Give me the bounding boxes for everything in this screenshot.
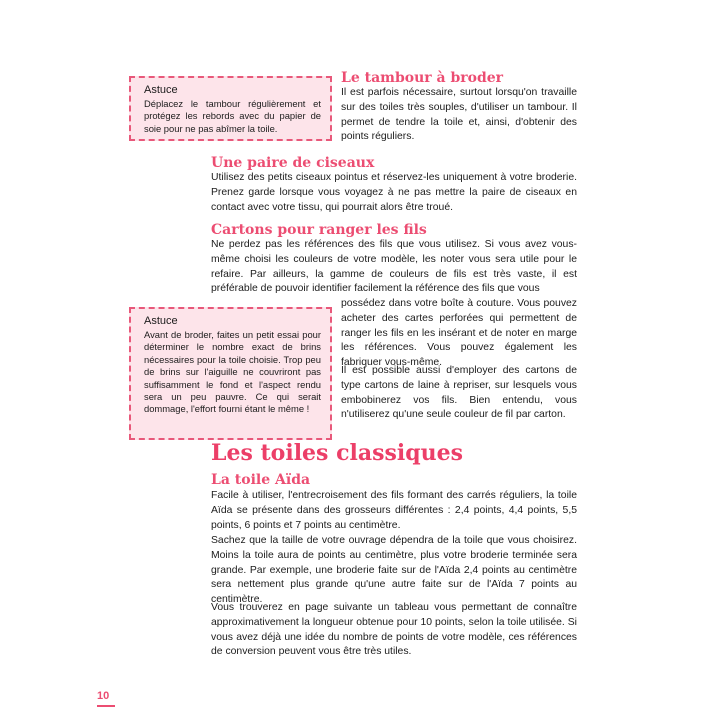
paragraph-cartons-right: possédez dans votre boîte à couture. Vous pouvez acheter des cartes perforées qui permettent de ranger les fils en les insérant et de noter en marge les références. Vous pouvez également les fabriquer vous-même. <box>341 298 577 369</box>
tip-title: Astuce <box>144 84 178 96</box>
paragraph-aida-1: Facile à utiliser, l'entrecroisement des fils formant des carrés réguliers, la toile Aïda se présente dans des grosseurs différentes : 2,4 points, 4,4 points, 5,5 points, 6 points et 7 points au centimètre. <box>211 490 577 531</box>
tip-title: Astuce <box>144 315 178 327</box>
paragraph-ciseaux: Utilisez des petits ciseaux pointus et réservez-les uniquement à votre broderie. Prenez garde lorsque vous voyagez à ne pas mettre la paire de ciseaux en contact avec votre tissu, qui pourrait alors être troué. <box>211 172 577 213</box>
paragraph-tambour: Il est parfois nécessaire, surtout lorsqu'on travaille sur des toiles très souples, d'utiliser un tambour. Il permet de tendre la toile et, ainsi, d'obtenir des points réguliers. <box>341 87 577 143</box>
tip-box-brins <box>129 307 332 440</box>
page-number-underline <box>97 705 115 707</box>
paragraph-aida-2: Sachez que la taille de votre ouvrage dépendra de la toile que vous choisirez. Moins la toile aura de points au centimètre, plus votre broderie terminée sera grande. Par exemple, une broderie faite sur de l'Aïda 2,4 points au centimètre sera nettement plus grande qu'une autre faite sur de l'Aïda 7 points au centimètre. <box>211 535 577 606</box>
section-heading-ciseaux: Une paire de ciseaux <box>211 155 375 171</box>
tip-text: Déplacez le tambour régulièrement et protégez les rebords avec du papier de soie pour ne pas abîmer la toile. <box>144 98 321 134</box>
page-number-text: 10 <box>97 690 110 702</box>
section-heading-cartons: Cartons pour ranger les fils <box>211 222 427 238</box>
paragraph-aida-3: Vous trouverez en page suivante un tableau vous permettant de connaître approximativement la longueur obtenue pour 10 points, selon la toile utilisée. Si vous avez déjà une idée du nombre de points de votre modèle, ces références de conversion peuvent vous être très utiles. <box>211 602 577 658</box>
tip-text: Avant de broder, faites un petit essai pour déterminer le nombre exact de brins nécessaires pour la toile choisie. Trop peu de brins sur l'aiguille ne couvriront pas suffisamment le fond et l'aspect rendu sera un peu pauvre. Ce qui serait dommage, l'effort fourni étant le même ! <box>144 329 321 415</box>
page-number <box>97 690 115 707</box>
section-heading-tambour: Le tambour à broder <box>341 70 504 86</box>
section-heading-aida: La toile Aïda <box>211 472 311 488</box>
paragraph-cartons-top: Ne perdez pas les références des fils que vous utilisez. Si vous avez vous-même choisi les couleurs de votre modèle, les noter vous sera utile pour le refaire. Par ailleurs, la gamme de couleurs de fils est très vaste, il est préférable de pouvoir identifier facilement la référence des fils que vous <box>211 239 577 295</box>
paragraph-cartons-right-2: Il est possible aussi d'employer des cartons de type cartons de laine à repriser, sur lesquels vous embobinerez vos fils. Bien entendu, vous n'utiliserez qu'une seule couleur de fil par carton. <box>341 365 577 421</box>
chapter-heading: Les toiles classiques <box>211 440 464 466</box>
tip-box-tambour <box>129 76 332 141</box>
